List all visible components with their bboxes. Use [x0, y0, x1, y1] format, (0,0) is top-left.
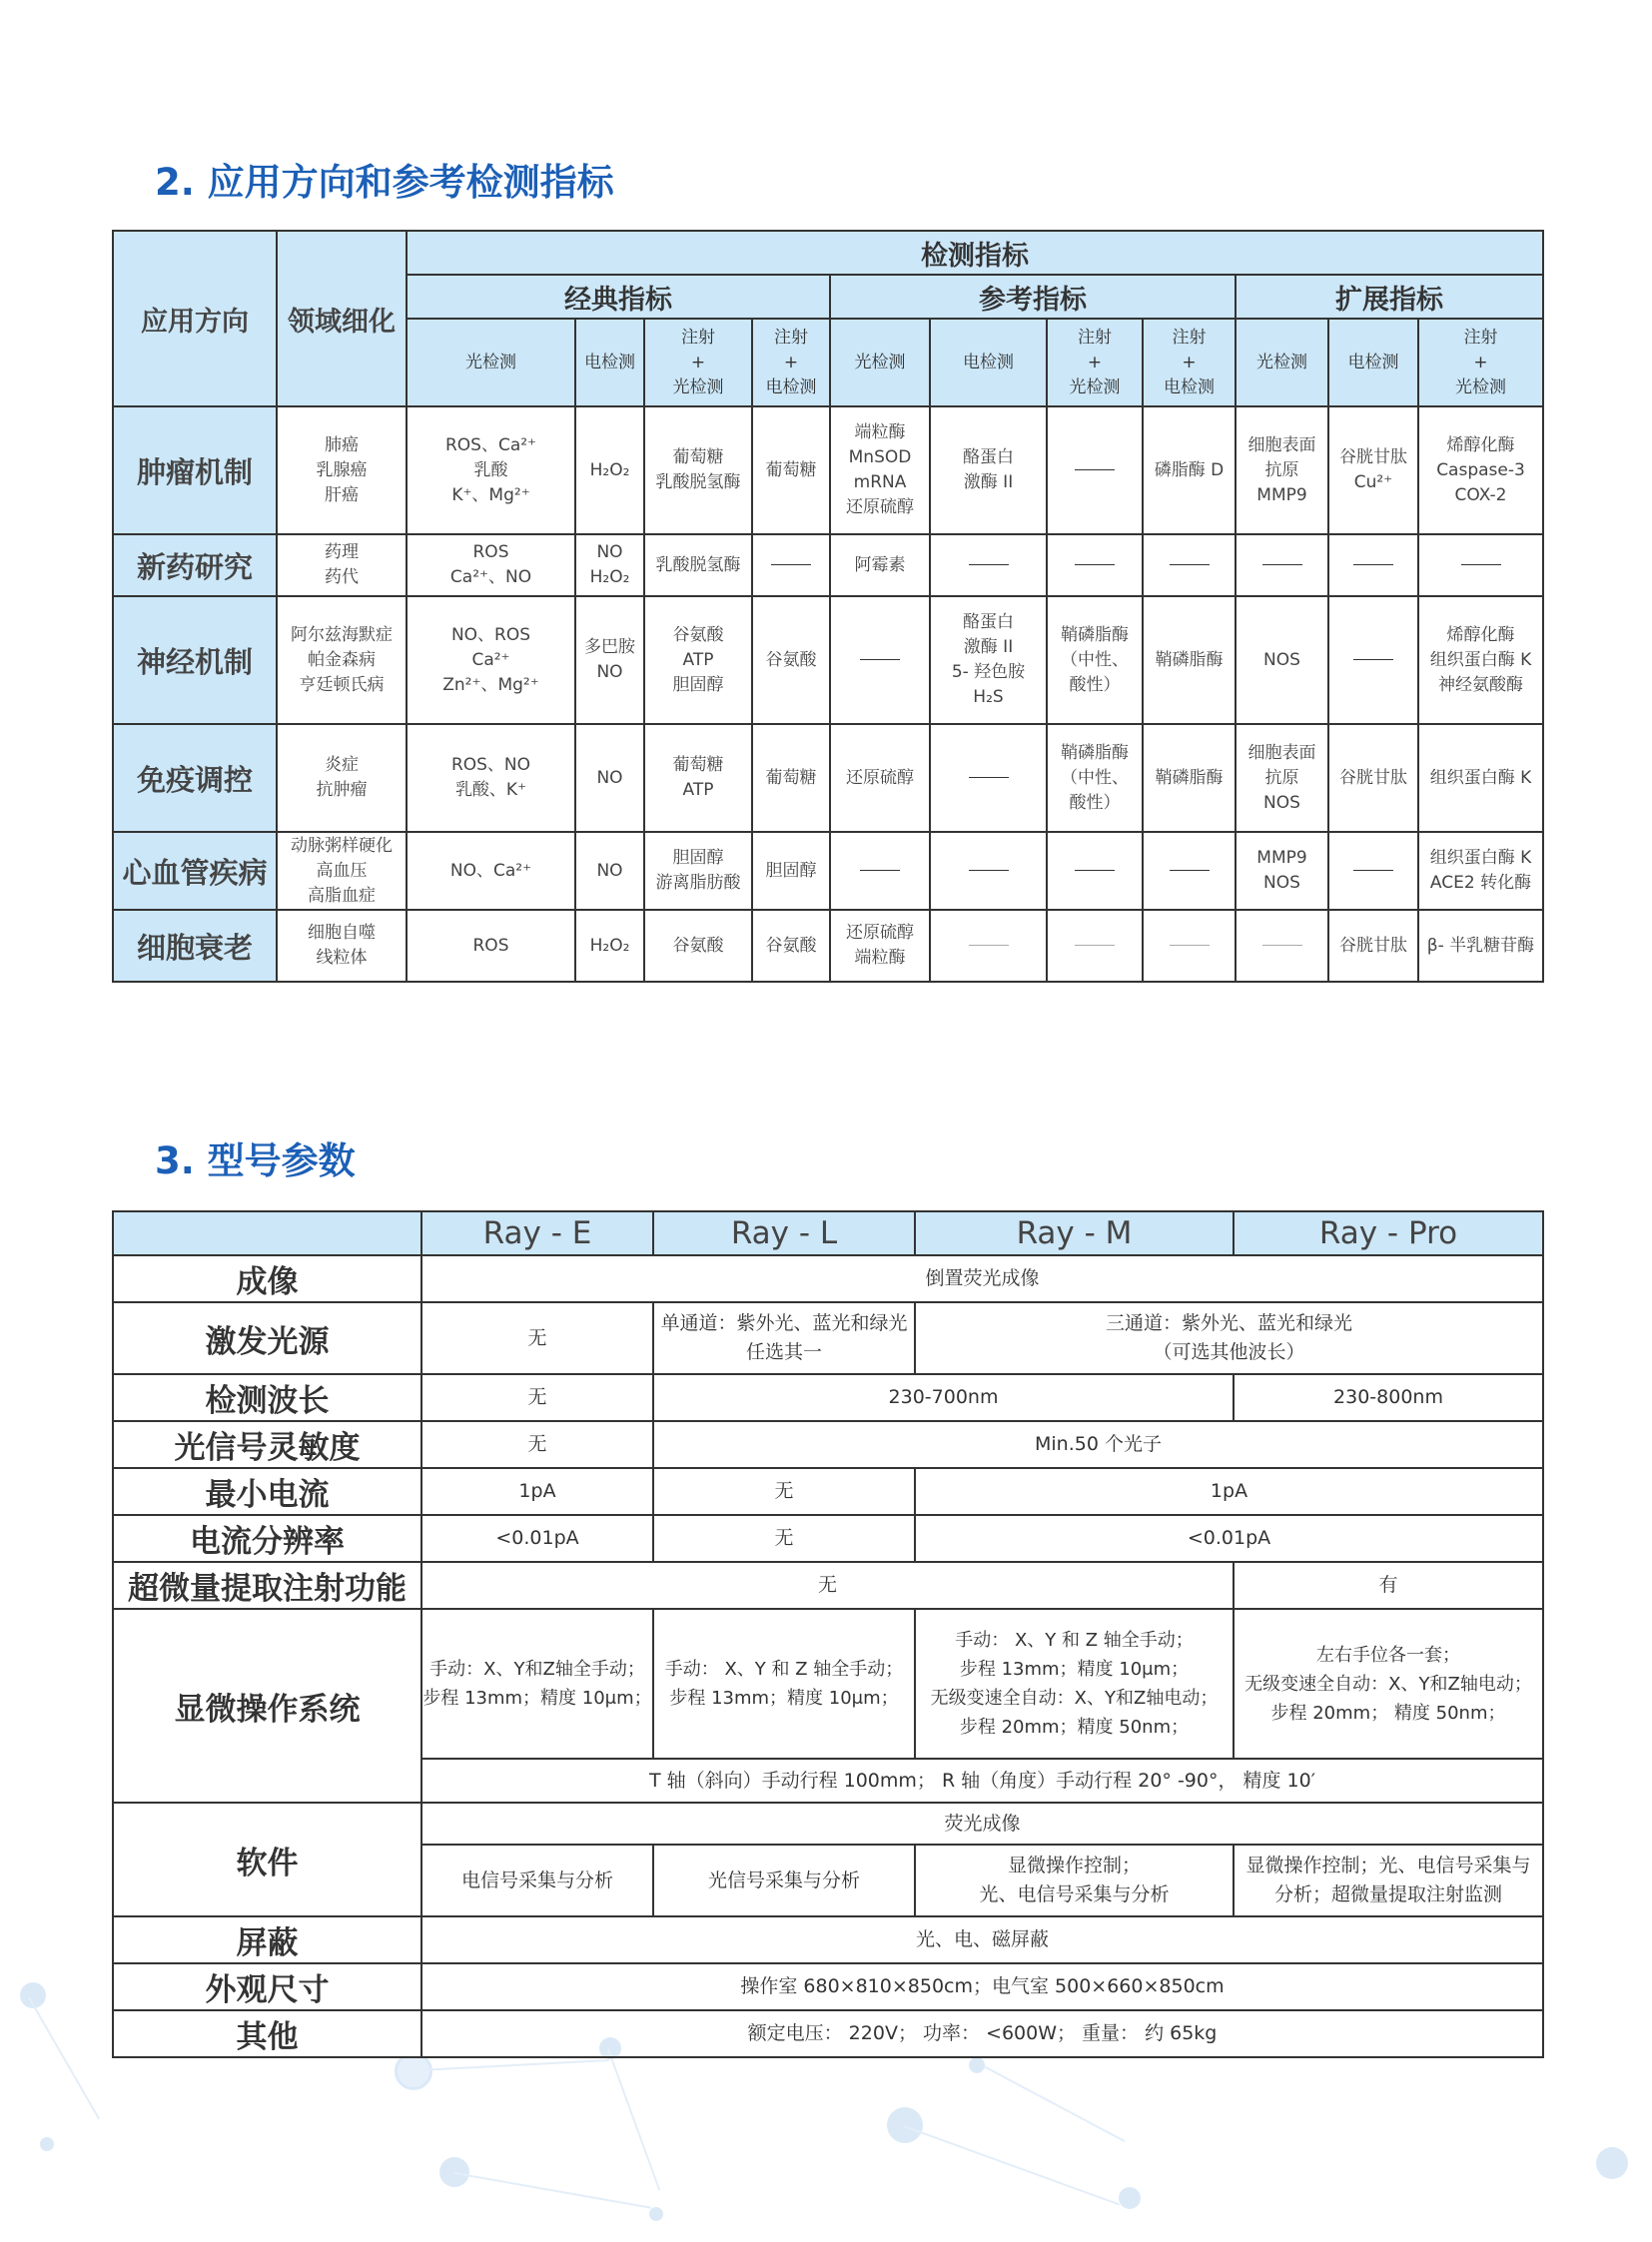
indicator-cell-r3: [1047, 534, 1143, 596]
spec-label: 光信号灵敏度: [113, 1421, 421, 1468]
indicator-cell-c3: 葡萄糖 乳酸脱氢酶: [644, 406, 752, 534]
indicator-cell-c2: 多巴胺 NO: [575, 596, 644, 724]
indicator-cell-r2: [930, 724, 1047, 832]
indicator-cell-r2: 酪蛋白 激酶 II 5- 羟色胺 H₂S: [930, 596, 1047, 724]
header-detection-indicators: 检测指标: [407, 231, 1543, 275]
section-heading-models: 3. 型号参数: [155, 1139, 356, 1182]
section-heading-applications: 2. 应用方向和参考检测指标: [155, 161, 614, 204]
spec-row-dimensions: [113, 1963, 1543, 2010]
indicator-cell-c4: 谷氨酸: [752, 596, 830, 724]
spec-row-micromanipulation: [113, 1609, 1543, 1759]
indicator-cell-e2: 谷胱甘肽 Cu²⁺: [1328, 406, 1418, 534]
spec-value: 有: [1234, 1562, 1543, 1609]
indicator-cell-e2: 谷胱甘肽: [1328, 724, 1418, 832]
spec-value: 1pA: [915, 1468, 1543, 1515]
spec-value: <0.01pA: [915, 1515, 1543, 1562]
spec-label: 外观尺寸: [113, 1963, 421, 2010]
indicator-cell-c3: 乳酸脱氢酶: [644, 534, 752, 596]
application-row: [113, 724, 1543, 832]
spec-row-current-resolution: [113, 1515, 1543, 1562]
empty-dash: [969, 945, 1009, 946]
indicator-cell-r4: [1143, 910, 1236, 982]
application-name: 细胞衰老: [113, 910, 277, 982]
indicator-cell-c1: ROS Ca²⁺、NO: [407, 534, 575, 596]
sub-inj-electric: 注射 + 电检测: [752, 319, 830, 406]
indicator-cell-c4: 谷氨酸: [752, 910, 830, 982]
empty-dash: [1262, 564, 1302, 565]
indicator-cell-c1: NO、ROS Ca²⁺ Zn²⁺、Mg²⁺: [407, 596, 575, 724]
spec-row-software: [113, 1803, 1543, 1845]
indicator-cell-c3: 葡萄糖 ATP: [644, 724, 752, 832]
indicator-cell-r3: [1047, 832, 1143, 910]
field-detail: 肺癌 乳腺癌 肝癌: [277, 406, 407, 534]
indicator-cell-r1: 还原硫醇: [830, 724, 930, 832]
spec-row-other: [113, 2010, 1543, 2057]
empty-dash: [969, 564, 1009, 565]
spec-value: 左右手位各一套； 无级变速全自动：X、Y和Z轴电动； 步程 20mm； 精度 50nm；: [1234, 1609, 1543, 1759]
indicator-cell-r1: [830, 832, 930, 910]
application-name: 免疫调控: [113, 724, 277, 832]
indicator-cell-c3: 胆固醇 游离脂肪酸: [644, 832, 752, 910]
spec-value: 三通道：紫外光、蓝光和绿光 （可选其他波长）: [915, 1302, 1543, 1374]
spec-value: 显微操作控制；光、电信号采集与 分析；超微量提取注射监测: [1234, 1845, 1543, 1916]
spec-value: 显微操作控制； 光、电信号采集与分析: [915, 1845, 1234, 1916]
sub-optical: 光检测: [407, 319, 575, 406]
application-row: [113, 596, 1543, 724]
empty-dash: [969, 870, 1009, 871]
spec-value: 1pA: [421, 1468, 653, 1515]
spec-value: 光信号采集与分析: [653, 1845, 915, 1916]
spec-label: 显微操作系统: [113, 1609, 421, 1803]
indicator-cell-e3: 烯醇化酶 组织蛋白酶 K 神经氨酸酶: [1418, 596, 1543, 724]
sub-electric: 电检测: [575, 319, 644, 406]
applications-table-body: [113, 406, 1543, 982]
indicator-cell-c4: 胆固醇: [752, 832, 830, 910]
spec-value: 无: [653, 1468, 915, 1515]
indicator-cell-e1: 细胞表面 抗原 NOS: [1236, 724, 1328, 832]
indicator-cell-e1: 细胞表面 抗原 MMP9: [1236, 406, 1328, 534]
spec-value: 无: [421, 1374, 653, 1421]
model-ray-l: Ray - L: [653, 1211, 915, 1255]
header-reference-indicators: 参考指标: [830, 275, 1236, 319]
spec-value: 无: [653, 1515, 915, 1562]
spec-row-sensitivity: [113, 1421, 1543, 1468]
empty-dash: [1075, 469, 1115, 470]
spec-label: 超微量提取注射功能: [113, 1562, 421, 1609]
indicator-cell-r1: 端粒酶 MnSOD mRNA 还原硫醇: [830, 406, 930, 534]
spec-value: 手动： X、Y 和 Z 轴全手动； 步程 13mm；精度 10μm；: [653, 1609, 915, 1759]
indicator-cell-r3: [1047, 910, 1143, 982]
spec-value: 230-700nm: [653, 1374, 1234, 1421]
indicator-cell-r1: 阿霉素: [830, 534, 930, 596]
application-row: [113, 406, 1543, 534]
indicator-cell-r1: 还原硫醇 端粒酶: [830, 910, 930, 982]
sub-optical: 光检测: [1236, 319, 1328, 406]
header-application-direction: 应用方向: [113, 231, 277, 406]
spec-label: 其他: [113, 2010, 421, 2057]
empty-dash: [1075, 945, 1115, 946]
model-ray-pro: Ray - Pro: [1234, 1211, 1543, 1255]
field-detail: 动脉粥样硬化 高血压 高脂血症: [277, 832, 407, 910]
empty-dash: [860, 659, 900, 660]
indicator-cell-e1: [1236, 910, 1328, 982]
indicator-cell-r3: 鞘磷脂酶 （中性、 酸性）: [1047, 596, 1143, 724]
model-specs-table: [112, 1210, 1544, 2058]
spec-value: 光、电、磁屏蔽: [421, 1916, 1543, 1963]
spec-row-wavelength: [113, 1374, 1543, 1421]
empty-dash: [1353, 659, 1393, 660]
application-name: 新药研究: [113, 534, 277, 596]
spec-label: 成像: [113, 1255, 421, 1302]
empty-dash: [1170, 945, 1210, 946]
indicator-cell-c1: ROS: [407, 910, 575, 982]
indicator-cell-c3: 谷氨酸: [644, 910, 752, 982]
indicator-cell-r1: [830, 596, 930, 724]
indicator-cell-r2: [930, 910, 1047, 982]
application-name: 肿瘤机制: [113, 406, 277, 534]
spec-value: T 轴（斜向）手动行程 100mm； R 轴（角度）手动行程 20° -90°， 精度 10′: [421, 1759, 1543, 1803]
field-detail: 药理 药代: [277, 534, 407, 596]
header-extended-indicators: 扩展指标: [1236, 275, 1543, 319]
model-ray-m: Ray - M: [915, 1211, 1234, 1255]
spec-row-imaging: [113, 1255, 1543, 1302]
spec-row-shielding: [113, 1916, 1543, 1963]
model-header-blank: [113, 1211, 421, 1255]
spec-value: 无: [421, 1421, 653, 1468]
spec-value: Min.50 个光子: [653, 1421, 1543, 1468]
sub-inj-electric: 注射 + 电检测: [1143, 319, 1236, 406]
spec-label: 最小电流: [113, 1468, 421, 1515]
indicator-cell-c3: 谷氨酸 ATP 胆固醇: [644, 596, 752, 724]
empty-dash: [969, 777, 1009, 778]
indicator-cell-c1: ROS、NO 乳酸、K⁺: [407, 724, 575, 832]
indicator-cell-c2: NO H₂O₂: [575, 534, 644, 596]
empty-dash: [1170, 870, 1210, 871]
spec-label: 屏蔽: [113, 1916, 421, 1963]
indicator-cell-r3: [1047, 406, 1143, 534]
spec-row-injection: [113, 1562, 1543, 1609]
indicator-cell-e3: [1418, 534, 1543, 596]
indicator-cell-r4: 鞘磷脂酶: [1143, 724, 1236, 832]
indicator-cell-r2: [930, 832, 1047, 910]
spec-value: 操作室 680×810×850cm；电气室 500×660×850cm: [421, 1963, 1543, 2010]
indicator-cell-e2: [1328, 832, 1418, 910]
spec-value: 手动：X、Y和Z轴全手动； 步程 13mm；精度 10μm；: [421, 1609, 653, 1759]
indicator-cell-c2: H₂O₂: [575, 910, 644, 982]
application-row: [113, 832, 1543, 910]
spec-value: 230-800nm: [1234, 1374, 1543, 1421]
indicator-cell-r4: [1143, 534, 1236, 596]
indicator-cell-r4: 鞘磷脂酶: [1143, 596, 1236, 724]
application-name: 神经机制: [113, 596, 277, 724]
header-classic-indicators: 经典指标: [407, 275, 830, 319]
indicator-cell-r2: 酪蛋白 激酶 II: [930, 406, 1047, 534]
header-field-detail: 领域细化: [277, 231, 407, 406]
indicator-cell-r2: [930, 534, 1047, 596]
indicator-cell-c4: 葡萄糖: [752, 406, 830, 534]
sub-inj-optical: 注射 + 光检测: [1418, 319, 1543, 406]
sub-optical: 光检测: [830, 319, 930, 406]
indicator-cell-r4: 磷脂酶 D: [1143, 406, 1236, 534]
spec-value: 倒置荧光成像: [421, 1255, 1543, 1302]
indicator-cell-e3: 组织蛋白酶 K: [1418, 724, 1543, 832]
sub-electric: 电检测: [930, 319, 1047, 406]
spec-value: 电信号采集与分析: [421, 1845, 653, 1916]
empty-dash: [860, 870, 900, 871]
field-detail: 细胞自噬 线粒体: [277, 910, 407, 982]
applications-table: [112, 230, 1544, 983]
indicator-cell-c2: H₂O₂: [575, 406, 644, 534]
indicator-cell-r3: 鞘磷脂酶 （中性、 酸性）: [1047, 724, 1143, 832]
indicator-cell-e3: 烯醇化酶 Caspase-3 COX-2: [1418, 406, 1543, 534]
spec-row-light-source: [113, 1302, 1543, 1374]
empty-dash: [1353, 564, 1393, 565]
application-row: [113, 910, 1543, 982]
empty-dash: [1461, 564, 1501, 565]
model-header-row: [113, 1211, 1543, 1255]
spec-value: 无: [421, 1302, 653, 1374]
indicator-cell-e1: MMP9 NOS: [1236, 832, 1328, 910]
field-detail: 炎症 抗肿瘤: [277, 724, 407, 832]
empty-dash: [771, 564, 811, 565]
indicator-cell-c1: NO、Ca²⁺: [407, 832, 575, 910]
indicator-cell-c1: ROS、Ca²⁺ 乳酸 K⁺、Mg²⁺: [407, 406, 575, 534]
spec-label: 激发光源: [113, 1302, 421, 1374]
spec-label: 检测波长: [113, 1374, 421, 1421]
application-row: [113, 534, 1543, 596]
indicator-cell-e1: [1236, 534, 1328, 596]
indicator-cell-e2: 谷胱甘肽: [1328, 910, 1418, 982]
spec-value: 荧光成像: [421, 1803, 1543, 1845]
indicator-cell-e3: 组织蛋白酶 K ACE2 转化酶: [1418, 832, 1543, 910]
indicator-cell-e3: β- 半乳糖苷酶: [1418, 910, 1543, 982]
field-detail: 阿尔兹海默症 帕金森病 亨廷顿氏病: [277, 596, 407, 724]
spec-label: 电流分辨率: [113, 1515, 421, 1562]
empty-dash: [1170, 564, 1210, 565]
empty-dash: [1353, 870, 1393, 871]
sub-electric: 电检测: [1328, 319, 1418, 406]
application-name: 心血管疾病: [113, 832, 277, 910]
indicator-cell-c2: NO: [575, 832, 644, 910]
indicator-cell-c2: NO: [575, 724, 644, 832]
spec-value: 额定电压： 220V； 功率： <600W； 重量： 约 65kg: [421, 2010, 1543, 2057]
indicator-cell-e2: [1328, 596, 1418, 724]
spec-row-min-current: [113, 1468, 1543, 1515]
indicator-cell-r4: [1143, 832, 1236, 910]
spec-label: 软件: [113, 1803, 421, 1916]
sub-inj-optical: 注射 + 光检测: [644, 319, 752, 406]
empty-dash: [1075, 564, 1115, 565]
empty-dash: [1075, 870, 1115, 871]
spec-value: 单通道：紫外光、蓝光和绿光 任选其一: [653, 1302, 915, 1374]
model-ray-e: Ray - E: [421, 1211, 653, 1255]
sub-inj-optical: 注射 + 光检测: [1047, 319, 1143, 406]
indicator-cell-c4: [752, 534, 830, 596]
spec-value: 无: [421, 1562, 1234, 1609]
indicator-cell-e2: [1328, 534, 1418, 596]
empty-dash: [1262, 945, 1302, 946]
spec-value: <0.01pA: [421, 1515, 653, 1562]
spec-value: 手动： X、Y 和 Z 轴全手动； 步程 13mm；精度 10μm； 无级变速全自动：X、Y和Z轴电动； 步程 20mm；精度 50nm；: [915, 1609, 1234, 1759]
indicator-cell-c4: 葡萄糖: [752, 724, 830, 832]
indicator-cell-e1: NOS: [1236, 596, 1328, 724]
